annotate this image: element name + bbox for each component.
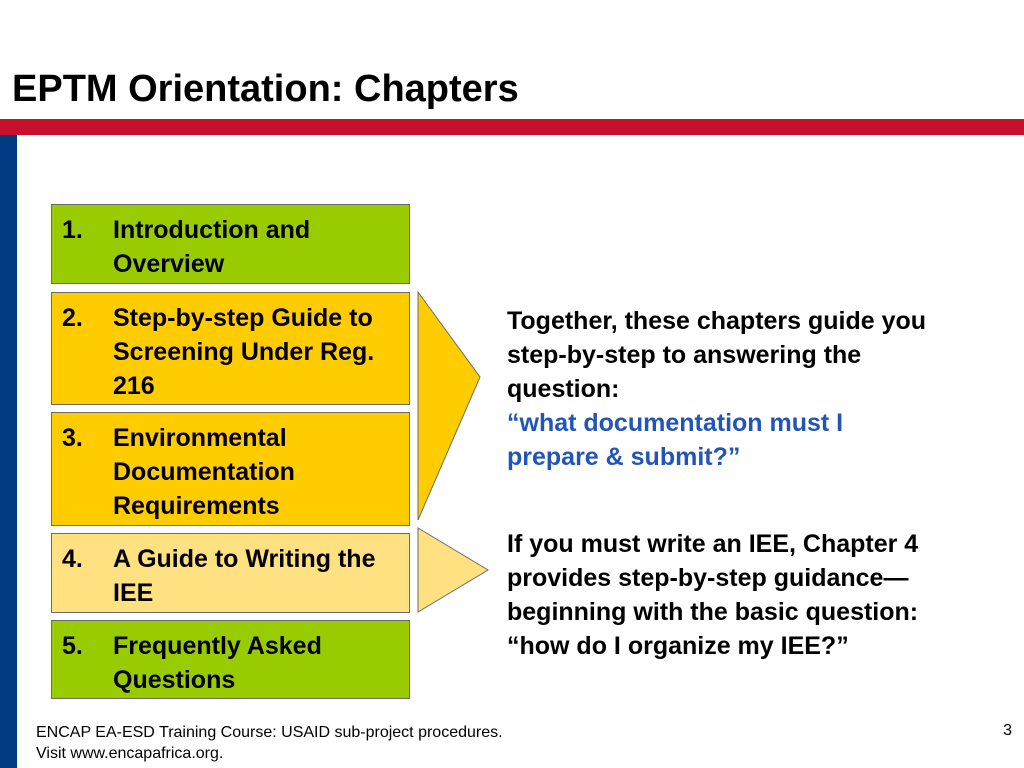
chapter-label: Environmental Documentation Requirements xyxy=(113,424,295,520)
chapter-label: Step-by-step Guide to Screening Under Reg. 216 xyxy=(113,304,375,400)
chapter-box-3 xyxy=(51,412,410,526)
chapter-box-5 xyxy=(51,620,410,699)
chapter-number: 3. xyxy=(62,424,83,452)
chapter-label: A Guide to Writing the IEE xyxy=(113,545,376,607)
chapter-box-1 xyxy=(51,204,410,284)
title-underline-bar xyxy=(0,119,1024,135)
callout-text: Together, these chapters guide you step-by-step to answering the question: xyxy=(507,307,927,403)
chapter-number: 4. xyxy=(62,545,83,573)
chapter-label: Introduction and Overview xyxy=(113,216,311,278)
footer xyxy=(36,722,503,764)
chapter-number: 1. xyxy=(62,216,83,244)
callout-iee xyxy=(507,527,937,663)
callout-chapters-summary xyxy=(507,304,937,474)
chapter-number: 2. xyxy=(62,304,83,332)
chapters-2-3-arrow-icon xyxy=(410,290,490,526)
chapter-number: 5. xyxy=(62,632,83,660)
left-accent-bar xyxy=(0,135,17,768)
chapter-4-arrow-icon xyxy=(410,526,490,616)
footer-course-line: ENCAP EA-ESD Training Course: USAID sub-project procedures. xyxy=(36,724,503,741)
chapter-box-2 xyxy=(51,292,410,405)
page-number: 3 xyxy=(1003,722,1012,739)
footer-website-line: Visit www.encapafrica.org. xyxy=(36,745,224,762)
chapter-label: Frequently Asked Questions xyxy=(113,632,322,694)
slide-title: EPTM Orientation: Chapters xyxy=(12,68,519,110)
chapter-box-4 xyxy=(51,533,410,613)
callout-text: If you must write an IEE, Chapter 4 provides step-by-step guidance—beginning with the basic question: “how do I organize my IEE?” xyxy=(507,530,919,660)
callout-quote: “what documentation must I prepare & submit?” xyxy=(507,409,844,471)
